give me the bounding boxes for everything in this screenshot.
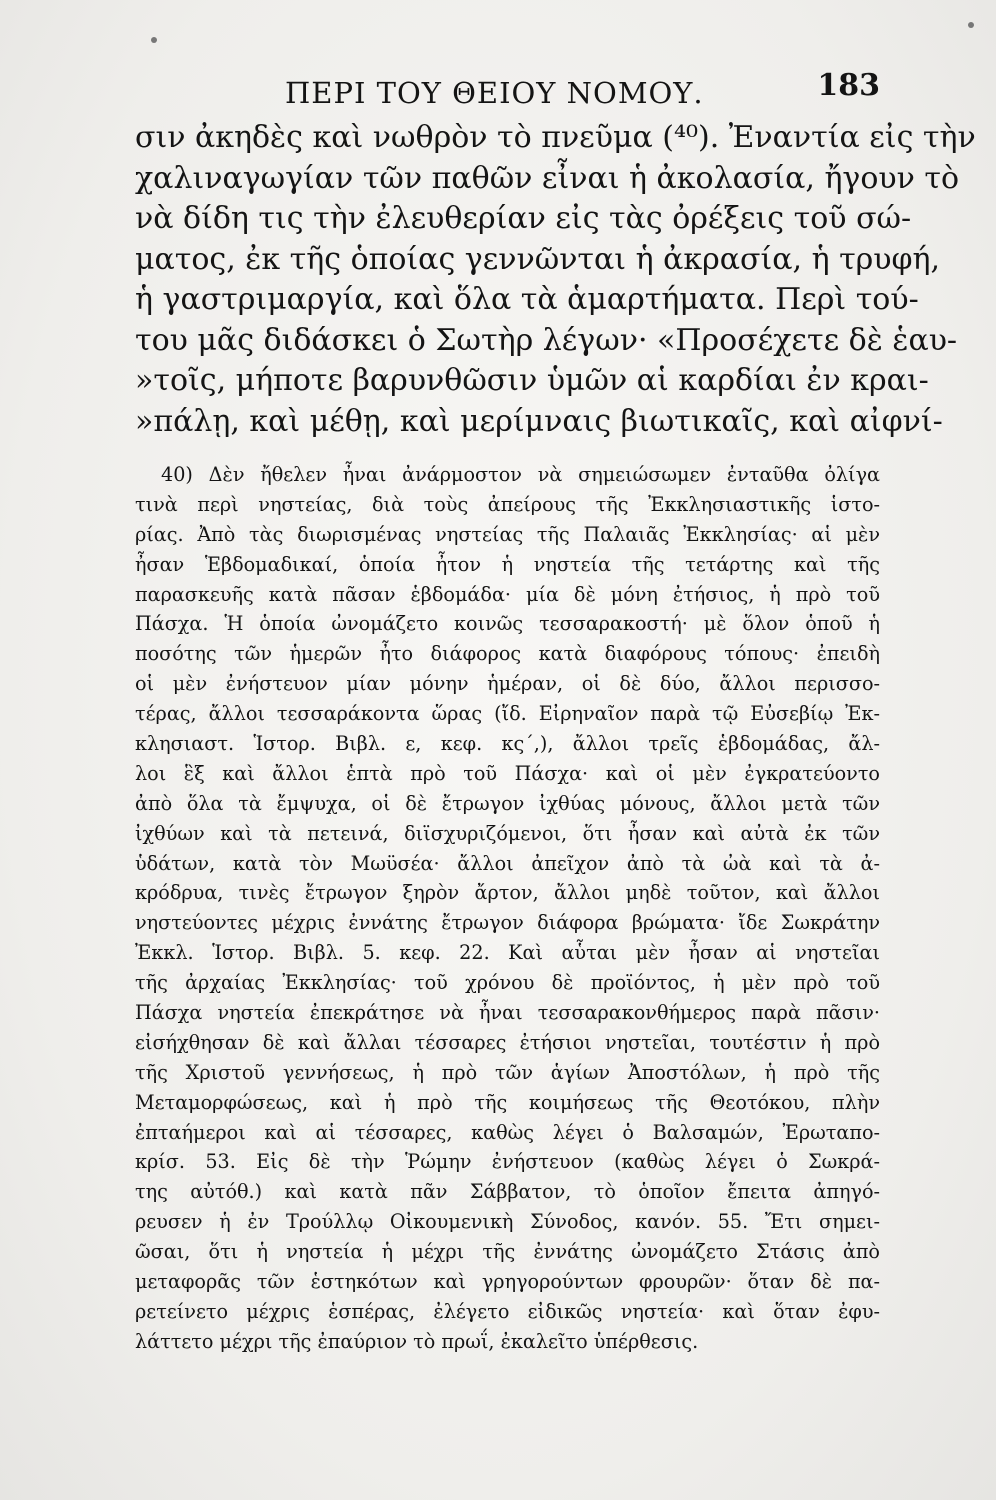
footnote-line: 40) Δὲν ἤθελεν ἦναι ἀνάρμοστον νὰ σημειώσωμεν ἐνταῦθα ὀλίγα	[161, 463, 880, 486]
main-text	[135, 118, 976, 442]
page-header	[150, 68, 880, 118]
text-line: χαλιναγωγίαν τῶν παθῶν εἶναι ἡ ἀκολασία, ἤγουν τὸ	[135, 160, 960, 196]
footnote-line: ἀπὸ ὅλα τὰ ἔμψυχα, οἱ δὲ ἔτρωγον ἰχθύας μόνους, ἄλλοι μετὰ τῶν	[135, 791, 880, 815]
footnote-line: Πάσχα. Ἡ ὁποία ὠνομάζετο κοινῶς τεσσαρακοστή· μὲ ὅλον ὁποῦ ἡ	[135, 612, 880, 636]
page-number: 183	[817, 68, 880, 103]
footnote-line: ἦσαν Ἑβδομαδικαί, ὁποία ἦτον ἡ νηστεία τῆς τετάρτης καὶ τῆς	[135, 552, 880, 576]
footnote-line: ποσότης τῶν ἡμερῶν ἦτο διάφορος κατὰ διαφόρους τόπους· ἐπειδὴ	[135, 642, 880, 666]
footnote-line: μεταφορᾶς τῶν ἑστηκότων καὶ γρηγορούντων φρουρῶν· ὅταν δὲ πα-	[135, 1270, 880, 1294]
footnote-line: εἰσήχθησαν δὲ καὶ ἄλλαι τέσσαρες ἐτήσιοι νηστεῖαι, τουτέστιν ἡ πρὸ	[135, 1030, 880, 1054]
text-line: ματος, ἐκ τῆς ὁποίας γεννῶνται ἡ ἀκρασία, ἡ τρυφή,	[135, 241, 941, 277]
ink-spot	[968, 22, 974, 28]
footnote-line: τῆς ἀρχαίας Ἐκκλησίας· τοῦ χρόνου δὲ προϊόντος, ἡ μὲν πρὸ τοῦ	[135, 971, 880, 995]
footnote-line: ὑδάτων, κατὰ τὸν Μωϋσέα· ἄλλοι ἀπεῖχον ἀπὸ τὰ ὠὰ καὶ τὰ ἀ-	[135, 851, 880, 875]
text-line: του μᾶς διδάσκει ὁ Σωτὴρ λέγων· «Προσέχετε δὲ ἑαυ-	[135, 322, 958, 358]
footnote-line: λοι ἓξ καὶ ἄλλοι ἑπτὰ πρὸ τοῦ Πάσχα· καὶ οἱ μὲν ἐγκρατεύοντο	[135, 761, 880, 785]
footnote-line: ἰχθύων καὶ τὰ πετεινά, διϊσχυριζόμενοι, ὅτι ἦσαν καὶ αὐτὰ ἐκ τῶν	[135, 821, 880, 845]
text-line: νὰ δίδη τις τὴν ἐλευθερίαν εἰς τὰς ὀρέξεις τοῦ σώ-	[135, 201, 912, 236]
footnote-line: ῶσαι, ὅτι ἡ νηστεία ἡ μέχρι τῆς ἐννάτης ὠνομάζετο Στάσις ἀπὸ	[135, 1240, 880, 1264]
footnote-line: ρευσεν ἡ ἐν Τρούλλῳ Οἰκουμενικὴ Σύνοδος, κανόν. 55. Ἔτι σημει-	[135, 1210, 880, 1234]
footnote-line: της αὐτόθ.) καὶ κατὰ πᾶν Σάββατον, τὸ ὁποῖον ἔπειτα ἀπηγό-	[135, 1180, 880, 1204]
footnote-40	[135, 460, 880, 1357]
footnote-line: οἱ μὲν ἐνήστευον μίαν μόνην ἡμέραν, οἱ δὲ δύο, ἄλλοι περισσο-	[135, 672, 880, 696]
text-line: σιν ἀκηδὲς καὶ νωθρὸν τὸ πνεῦμα (⁴⁰). Ἐναντία εἰς τὴν	[135, 120, 976, 155]
footnote-line: λάττετο μέχρι τῆς ἐπαύριον τὸ πρωΐ, ἐκαλεῖτο ὑπέρθεσις.	[135, 1329, 699, 1353]
text-line: »πάλῃ, καὶ μέθῃ, καὶ μερίμναις βιωτικαῖς, καὶ αἰφνί-	[135, 403, 943, 439]
footnote-line: Πάσχα νηστεία ἐπεκράτησε νὰ ἦναι τεσσαρακονθήμερος παρὰ πᾶσιν·	[135, 1001, 880, 1025]
ink-spot	[151, 37, 157, 43]
footnote-line: Μεταμορφώσεως, καὶ ἡ πρὸ τῆς κοιμήσεως τῆς Θεοτόκου, πλὴν	[135, 1090, 880, 1114]
text-line: »τοῖς, μήποτε βαρυνθῶσιν ὑμῶν αἱ καρδίαι ἐν κραι-	[135, 363, 929, 398]
footnote-line: ρετείνετο μέχρις ἑσπέρας, ἐλέγετο εἰδικῶς νηστεία· καὶ ὅταν ἐφυ-	[135, 1299, 880, 1323]
footnote-line: Ἐκκλ. Ἱστορ. Βιβλ. 5. κεφ. 22. Καὶ αὗται μὲν ἦσαν αἱ νηστεῖαι	[135, 941, 880, 965]
footnote-line: ρίας. Ἀπὸ τὰς διωρισμένας νηστείας τῆς Παλαιᾶς Ἐκκλησίας· αἱ μὲν	[135, 522, 880, 546]
footnote-line: κρίσ. 53. Εἰς δὲ τὴν Ῥώμην ἐνήστευον (καθὼς λέγει ὁ Σωκρά-	[135, 1150, 880, 1174]
footnote-line: κρόδρυα, τινὲς ἔτρωγον ξηρὸν ἄρτον, ἄλλοι μηδὲ τοῦτον, καὶ ἄλλοι	[135, 881, 880, 905]
running-title: ΠΕΡΙ ΤΟΥ ΘΕΙΟΥ ΝΟΜΟΥ.	[285, 76, 704, 110]
footnote-line: τινὰ περὶ νηστείας, διὰ τοὺς ἀπείρους τῆς Ἐκκλησιαστικῆς ἱστο-	[135, 492, 880, 516]
text-line: ἡ γαστριμαργία, καὶ ὅλα τὰ ἁμαρτήματα. Περὶ τού-	[135, 282, 919, 317]
footnote-line: κλησιαστ. Ἱστορ. Βιβλ. ε, κεφ. κς΄,), ἄλλοι τρεῖς ἑβδομάδας, ἄλ-	[135, 732, 880, 756]
footnote-line: τέρας, ἄλλοι τεσσαράκοντα ὥρας (ἴδ. Εἰρηναῖον παρὰ τῷ Εὐσεβίῳ Ἐκ-	[135, 702, 880, 726]
footnote-line: παρασκευῆς κατὰ πᾶσαν ἑβδομάδα· μία δὲ μόνη ἐτήσιος, ἡ πρὸ τοῦ	[135, 582, 880, 606]
footnote-line: νηστεύοντες μέχρις ἐννάτης ἔτρωγον διάφορα βρώματα· ἴδε Σωκράτην	[135, 911, 880, 935]
footnote-line: ἐπταήμεροι καὶ αἱ τέσσαρες, καθὼς λέγει ὁ Βαλσαμών, Ἐρωταπο-	[135, 1120, 880, 1144]
footnote-line: τῆς Χριστοῦ γεννήσεως, ἡ πρὸ τῶν ἁγίων Ἀποστόλων, ἡ πρὸ τῆς	[135, 1060, 880, 1084]
